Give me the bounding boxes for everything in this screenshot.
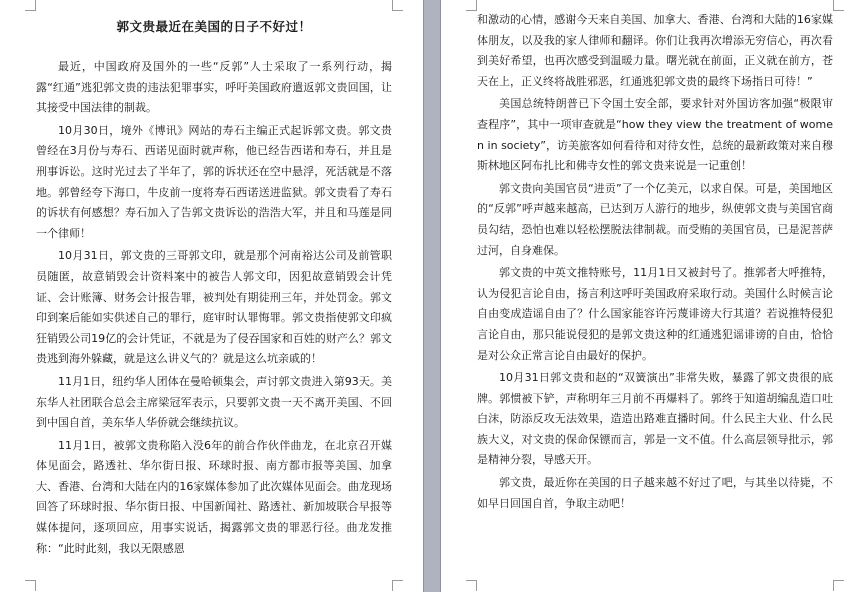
paragraph: 10月31日，郭文贵的三哥郭文印，就是那个河南裕达公司及前管职员随匿，故意销毁会计资料案中的被告人郭文印，因犯故意销毁会计凭证、会计账簿、财务会计报告罪，被判处有期徒刑三年，并处罚金。郭文印到案后能如实供述自己的罪行，庭审时认罪悔罪。郭文贵指使郭文印疯狂销毁公司19亿的会计凭证，不就是为了侵吞国家和百姓的财产么？郭文贵逃到海外躲藏，就是这么讲义气的？就是这么坑亲戚的！ [36,249,392,366]
document-page-left [0,0,423,592]
corner-mark-bottom-left [25,580,36,591]
paragraph: 最近，中国政府及国外的一些“反郭”人士采取了一系列行动，揭露“红通”逃犯郭文贵的违法犯罪事实，呼吁美国政府遣返郭文贵回国，让其接受中国法律的制裁。 [36,60,392,115]
paragraph: 11月1日，纽约华人团体在曼哈顿集会，声讨郭文贵进入第93天。美东华人社团联合总会主席梁冠军表示，只要郭文贵一天不离开美国、不回到中国自首，美东华人华侨就会继续抗议。 [36,374,392,430]
corner-mark-top-right [392,0,403,11]
paragraph: 美国总统特朗普已下令国土安全部，要求针对外国访客加强“极限审查程序”，其中一项审查就是“how they view the treatment of women in society”，访美旅客如何看待和对待女性，总统的最新政策对来自穆斯林地区阿布扎比和佛寺女性的郭文贵来说是一记重创！ [477,97,833,173]
document-title: 郭文贵最近在美国的日子不好过！ [116,19,312,34]
page-right-text[interactable] [477,10,833,516]
page-left-text[interactable] [36,13,392,561]
corner-mark-top-right [833,0,844,11]
paragraph: 郭文贵向美国官员“进贡”了一个亿美元，以求自保。可是，美国地区的“反郭”呼声越来越高，已达到万人游行的地步，纵使郭文贵与美国官商员勾结，恐怕也难以轻松摆脱法律制裁。而受贿的美国官员，已是泥菩萨过河，自身难保。 [477,181,833,257]
paragraph: 11月1日，被郭文贵称陷入没6年的前合作伙伴曲龙，在北京召开媒体见面会，路透社、华尔街日报、环球时报、南方都市报等美国、加拿大、香港、台湾和大陆在内的16家媒体参加了此次媒体见面会。曲龙现场回答了环球时报、华尔街日报、中国新闻社、路透社、新加坡联合早报等媒体提问，逐项回应，用事实说话，揭露郭文贵的罪恶行径。曲龙发推称：“此时此刻，我以无限感恩 [36,438,392,555]
corner-mark-bottom-right [392,580,403,591]
corner-mark-bottom-right [833,580,844,591]
page-gutter [423,0,441,592]
paragraph-continued: 和激动的心情，感谢今天来自美国、加拿大、香港、台湾和大陆的16家媒体朋友，以及我的家人律师和翻译。你们让我再次增添无穷信心，再次看到美好希望，也再次感受到温暖力量。曙光就在前面，正义就在前方，苍天在上，正义终将战胜邪恶，红通逃犯郭文贵的最终下场指日可待！” [477,13,833,88]
corner-mark-top-left [466,0,477,11]
paragraph: 郭文贵的中英文推特账号，11月1日又被封号了。推郭者大呼推特，认为侵犯言论自由，扬言利这呼吁美国政府采取行动。美国什么时候言论自由变成造谣自由了？什么国家能容许污蔑诽谤大行其道？若说推特侵犯言论自由，那只能说侵犯的是郭文贵这种的红通逃犯谣诽谤的自由，恰恰是对公众正常言论自由最好的保护。 [477,266,833,362]
paragraph: 10月31日郭文贵和赵的“双簧演出”非常失败，暴露了郭文贵很的底牌。郭惯被下铲，声称明年三月前不再爆料了。郭终于知道胡编乱造口吐白沫，防添反攻无法效果，造造出路难直播时间。什么民主大业、什么民族大义，对文贵的保命保镖而言，郭是一文不值。什么高层领导批示，郭是精神分裂，导感天开。 [477,371,833,467]
paragraph: 10月30日，境外《博讯》网站的寿石主编正式起诉郭文贵。郭文贵曾经在3月份与寿石、西诺见面时就声称，他已经告西诺和寿石，并且是刑事诉讼。这时光过去了半年了，郭的诉状还在空中悬浮，死活就是不落地。郭曾经夸下海口，牛皮前一度将寿石西诺送进监狱。郭文贵看了寿石的诉状有何感想？寿石加入了告郭文贵诉讼的浩浩大军，并且和马莲是同一个律师！ [36,123,392,240]
corner-mark-bottom-left [466,580,477,591]
paragraph: 郭文贵，最近你在美国的日子越来越不好过了吧，与其坐以待毙，不如早日回国自首，争取主动吧！ [477,476,833,510]
corner-mark-top-left [25,0,36,11]
document-page-right [441,0,867,592]
